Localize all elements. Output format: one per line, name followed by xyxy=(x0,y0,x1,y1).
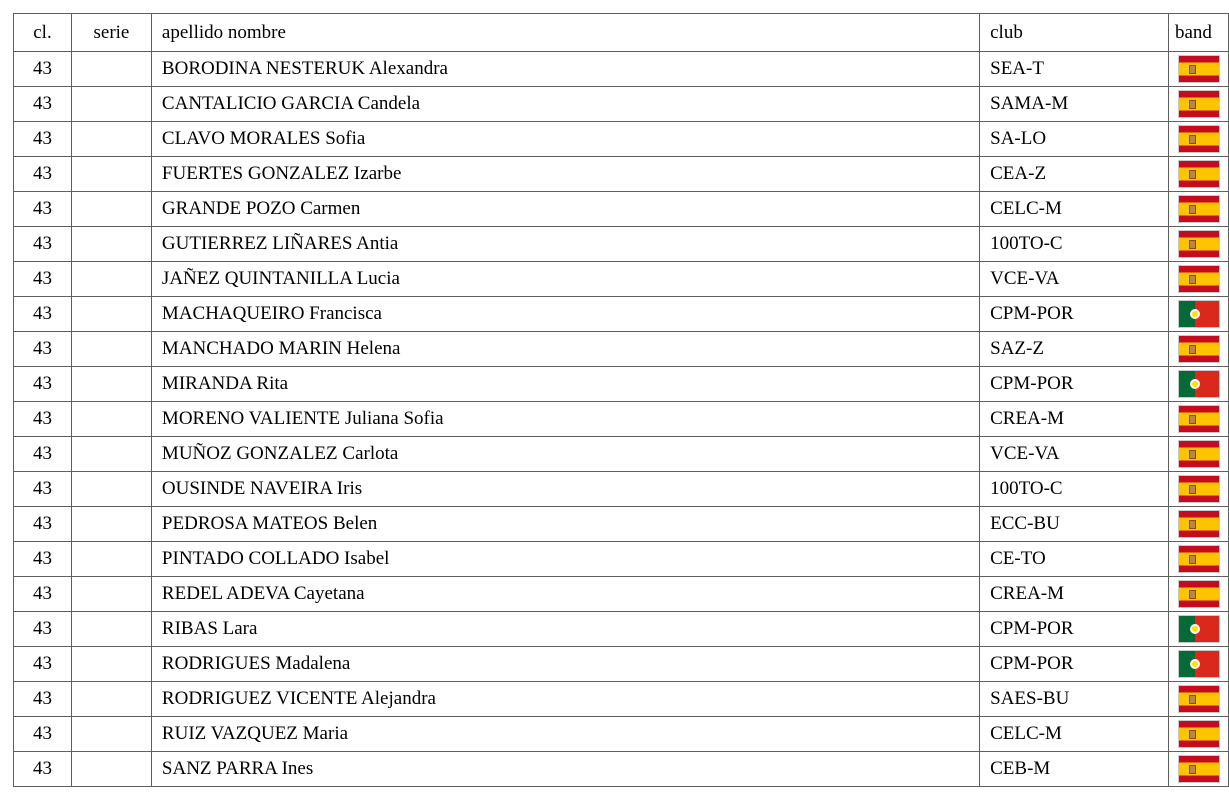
flag-cell xyxy=(1168,332,1228,367)
table-row xyxy=(14,472,1229,507)
table-row xyxy=(14,437,1229,472)
flag-cell xyxy=(1168,612,1228,647)
club-cell: CREA-M xyxy=(980,577,1169,612)
spain-flag-icon xyxy=(1178,55,1220,83)
flag-cell xyxy=(1168,122,1228,157)
club-cell: SEA-T xyxy=(980,52,1169,87)
spain-flag-icon xyxy=(1178,265,1220,293)
rank-cell: 43 xyxy=(14,402,72,437)
spain-flag-icon xyxy=(1178,580,1220,608)
club-cell: CREA-M xyxy=(980,402,1169,437)
spain-flag-icon xyxy=(1178,475,1220,503)
rank-cell: 43 xyxy=(14,367,72,402)
spain-flag-icon xyxy=(1178,720,1220,748)
serie-cell xyxy=(71,577,151,612)
rank-cell: 43 xyxy=(14,297,72,332)
portugal-flag-icon xyxy=(1178,615,1220,643)
serie-cell xyxy=(71,612,151,647)
spain-flag-icon xyxy=(1178,685,1220,713)
rank-cell: 43 xyxy=(14,577,72,612)
athlete-name-cell: RUIZ VAZQUEZ Maria xyxy=(151,717,979,752)
athlete-name-cell: SANZ PARRA Ines xyxy=(151,752,979,787)
rank-cell: 43 xyxy=(14,647,72,682)
flag-cell xyxy=(1168,262,1228,297)
spain-flag-icon xyxy=(1178,90,1220,118)
header-name: apellido nombre xyxy=(151,14,979,52)
table-row xyxy=(14,262,1229,297)
serie-cell xyxy=(71,437,151,472)
table-row xyxy=(14,507,1229,542)
athlete-name-cell: MACHAQUEIRO Francisca xyxy=(151,297,979,332)
club-cell: CELC-M xyxy=(980,192,1169,227)
club-cell: CEB-M xyxy=(980,752,1169,787)
spain-flag-icon xyxy=(1178,125,1220,153)
athlete-name-cell: RIBAS Lara xyxy=(151,612,979,647)
club-cell: CE-TO xyxy=(980,542,1169,577)
rank-cell: 43 xyxy=(14,192,72,227)
spain-flag-icon xyxy=(1178,510,1220,538)
club-cell: ECC-BU xyxy=(980,507,1169,542)
serie-cell xyxy=(71,507,151,542)
athlete-name-cell: PINTADO COLLADO Isabel xyxy=(151,542,979,577)
spain-flag-icon xyxy=(1178,230,1220,258)
flag-cell xyxy=(1168,437,1228,472)
rank-cell: 43 xyxy=(14,682,72,717)
header-flag: band xyxy=(1168,14,1228,52)
club-cell: SAZ-Z xyxy=(980,332,1169,367)
flag-cell xyxy=(1168,52,1228,87)
portugal-flag-icon xyxy=(1178,650,1220,678)
header-club: club xyxy=(980,14,1169,52)
table-row xyxy=(14,682,1229,717)
rank-cell: 43 xyxy=(14,122,72,157)
flag-cell xyxy=(1168,402,1228,437)
rank-cell: 43 xyxy=(14,542,72,577)
table-row xyxy=(14,192,1229,227)
flag-cell xyxy=(1168,542,1228,577)
club-cell: CELC-M xyxy=(980,717,1169,752)
serie-cell xyxy=(71,122,151,157)
table-row xyxy=(14,227,1229,262)
flag-cell xyxy=(1168,297,1228,332)
serie-cell xyxy=(71,52,151,87)
rank-cell: 43 xyxy=(14,52,72,87)
spain-flag-icon xyxy=(1178,440,1220,468)
flag-cell xyxy=(1168,717,1228,752)
header-serie: serie xyxy=(71,14,151,52)
athlete-name-cell: MUÑOZ GONZALEZ Carlota xyxy=(151,437,979,472)
portugal-flag-icon xyxy=(1178,370,1220,398)
club-cell: SAMA-M xyxy=(980,87,1169,122)
spain-flag-icon xyxy=(1178,545,1220,573)
table-row xyxy=(14,577,1229,612)
athlete-name-cell: OUSINDE NAVEIRA Iris xyxy=(151,472,979,507)
flag-cell xyxy=(1168,157,1228,192)
table-row xyxy=(14,647,1229,682)
athlete-name-cell: GUTIERREZ LIÑARES Antia xyxy=(151,227,979,262)
table-row xyxy=(14,752,1229,787)
rank-cell: 43 xyxy=(14,717,72,752)
table-row xyxy=(14,717,1229,752)
rank-cell: 43 xyxy=(14,437,72,472)
table-body xyxy=(14,52,1229,787)
club-cell: VCE-VA xyxy=(980,262,1169,297)
flag-cell xyxy=(1168,87,1228,122)
rank-cell: 43 xyxy=(14,227,72,262)
serie-cell xyxy=(71,752,151,787)
club-cell: CPM-POR xyxy=(980,367,1169,402)
results-table xyxy=(13,13,1229,787)
club-cell: CPM-POR xyxy=(980,297,1169,332)
serie-cell xyxy=(71,297,151,332)
table-row xyxy=(14,332,1229,367)
club-cell: SA-LO xyxy=(980,122,1169,157)
athlete-name-cell: GRANDE POZO Carmen xyxy=(151,192,979,227)
serie-cell xyxy=(71,472,151,507)
athlete-name-cell: CANTALICIO GARCIA Candela xyxy=(151,87,979,122)
table-row xyxy=(14,367,1229,402)
spain-flag-icon xyxy=(1178,195,1220,223)
club-cell: 100TO-C xyxy=(980,227,1169,262)
table-row xyxy=(14,297,1229,332)
serie-cell xyxy=(71,227,151,262)
serie-cell xyxy=(71,717,151,752)
table-header xyxy=(14,14,1229,52)
serie-cell xyxy=(71,402,151,437)
flag-cell xyxy=(1168,752,1228,787)
flag-cell xyxy=(1168,472,1228,507)
flag-cell xyxy=(1168,577,1228,612)
athlete-name-cell: RODRIGUEZ VICENTE Alejandra xyxy=(151,682,979,717)
athlete-name-cell: BORODINA NESTERUK Alexandra xyxy=(151,52,979,87)
serie-cell xyxy=(71,262,151,297)
serie-cell xyxy=(71,682,151,717)
spain-flag-icon xyxy=(1178,335,1220,363)
flag-cell xyxy=(1168,227,1228,262)
rank-cell: 43 xyxy=(14,87,72,122)
serie-cell xyxy=(71,332,151,367)
flag-cell xyxy=(1168,507,1228,542)
rank-cell: 43 xyxy=(14,752,72,787)
athlete-name-cell: JAÑEZ QUINTANILLA Lucia xyxy=(151,262,979,297)
portugal-flag-icon xyxy=(1178,300,1220,328)
club-cell: CEA-Z xyxy=(980,157,1169,192)
club-cell: SAES-BU xyxy=(980,682,1169,717)
athlete-name-cell: MIRANDA Rita xyxy=(151,367,979,402)
rank-cell: 43 xyxy=(14,262,72,297)
athlete-name-cell: PEDROSA MATEOS Belen xyxy=(151,507,979,542)
rank-cell: 43 xyxy=(14,507,72,542)
athlete-name-cell: RODRIGUES Madalena xyxy=(151,647,979,682)
rank-cell: 43 xyxy=(14,332,72,367)
table-row xyxy=(14,542,1229,577)
serie-cell xyxy=(71,367,151,402)
spain-flag-icon xyxy=(1178,405,1220,433)
serie-cell xyxy=(71,192,151,227)
rank-cell: 43 xyxy=(14,472,72,507)
rank-cell: 43 xyxy=(14,157,72,192)
athlete-name-cell: CLAVO MORALES Sofia xyxy=(151,122,979,157)
table-row xyxy=(14,87,1229,122)
flag-cell xyxy=(1168,367,1228,402)
table-row xyxy=(14,52,1229,87)
club-cell: CPM-POR xyxy=(980,647,1169,682)
table-row xyxy=(14,122,1229,157)
table-row xyxy=(14,157,1229,192)
serie-cell xyxy=(71,157,151,192)
serie-cell xyxy=(71,87,151,122)
table-row xyxy=(14,612,1229,647)
athlete-name-cell: MANCHADO MARIN Helena xyxy=(151,332,979,367)
club-cell: 100TO-C xyxy=(980,472,1169,507)
header-rank: cl. xyxy=(14,14,72,52)
flag-cell xyxy=(1168,192,1228,227)
flag-cell xyxy=(1168,682,1228,717)
header-row xyxy=(14,14,1229,52)
serie-cell xyxy=(71,542,151,577)
club-cell: VCE-VA xyxy=(980,437,1169,472)
flag-cell xyxy=(1168,647,1228,682)
athlete-name-cell: FUERTES GONZALEZ Izarbe xyxy=(151,157,979,192)
athlete-name-cell: MORENO VALIENTE Juliana Sofia xyxy=(151,402,979,437)
table-row xyxy=(14,402,1229,437)
athlete-name-cell: REDEL ADEVA Cayetana xyxy=(151,577,979,612)
spain-flag-icon xyxy=(1178,160,1220,188)
rank-cell: 43 xyxy=(14,612,72,647)
spain-flag-icon xyxy=(1178,755,1220,783)
serie-cell xyxy=(71,647,151,682)
club-cell: CPM-POR xyxy=(980,612,1169,647)
